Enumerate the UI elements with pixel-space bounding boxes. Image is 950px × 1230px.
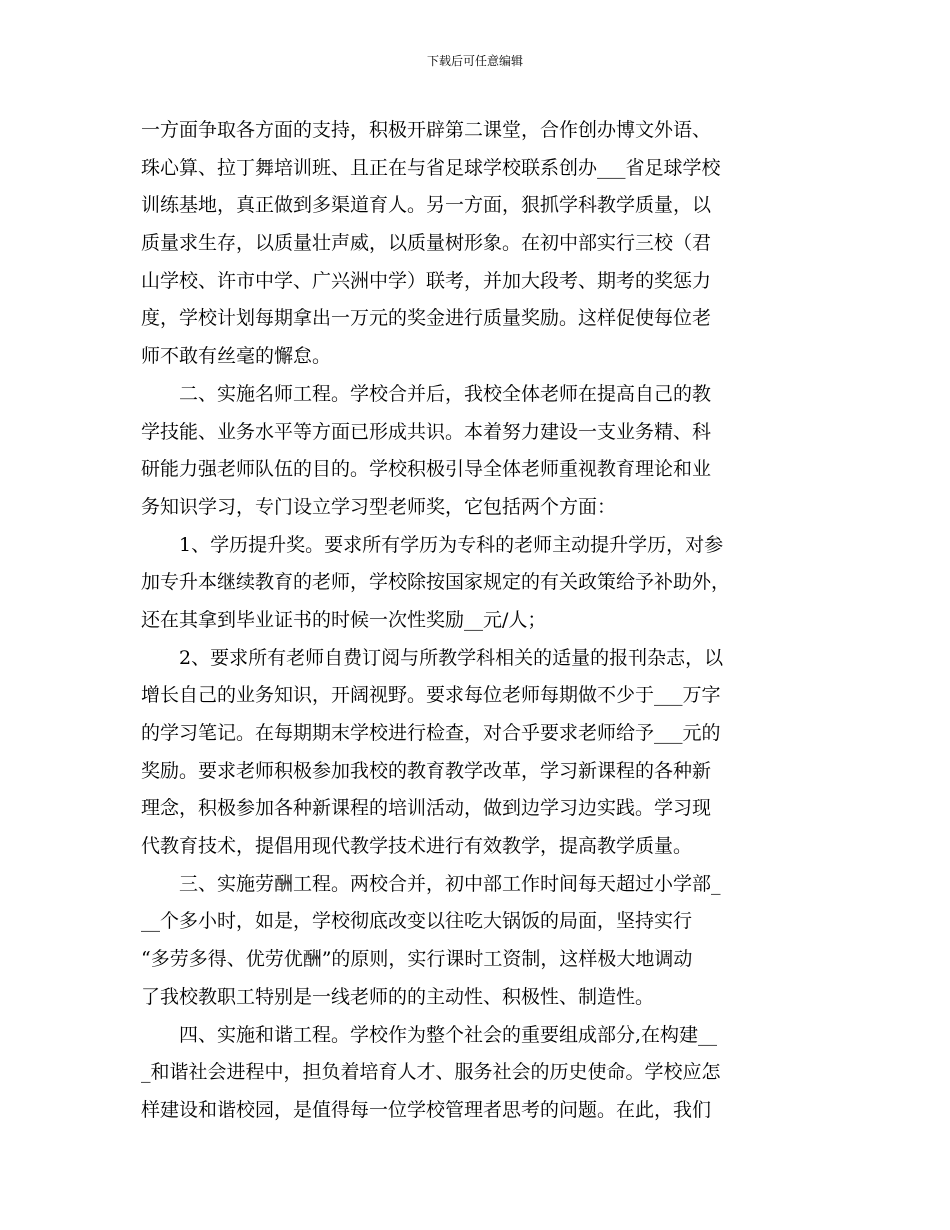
text-line: 珠心算、拉丁舞培训班、且正在与省足球学校联系创办___省足球学校: [141, 156, 721, 179]
text-line: _和谐社会进程中，担负着培育人才、服务社会的历史使命。学校应怎: [141, 1061, 721, 1084]
text-line: 2、要求所有老师自费订阅与所教学科相关的适量的报刊杂志，以: [179, 646, 724, 669]
text-line: 务知识学习，专门设立学习型老师奖，它包括两个方面：: [141, 495, 617, 518]
text-line: __个多小时，如是，学校彻底改变以往吃大锅饭的局面，坚持实行: [141, 910, 693, 933]
text-line: 研能力强老师队伍的目的。学校积极引导全体老师重视教育理论和业: [141, 458, 712, 481]
text-line: 代教育技术，提倡用现代教学技术进行有效教学，提高教学质量。: [141, 835, 693, 858]
text-line: 增长自己的业务知识，开阔视野。要求每位老师每期做不少于___万字: [141, 684, 721, 707]
text-line: 度，学校计划每期拿出一万元的奖金进行质量奖励。这样促使每位老: [141, 307, 712, 330]
text-line: 一方面争取各方面的支持，积极开辟第二课堂，合作创办博文外语、: [141, 119, 712, 141]
text-line: “多劳多得、优劳优酬”的原则，实行课时工资制，这样极大地调动: [141, 948, 693, 971]
text-line: 加专升本继续教育的老师，学校除按国家规定的有关政策给予补助外，: [141, 571, 731, 594]
document-body: [141, 112, 813, 1130]
text-line: 山学校、许市中学、广兴洲中学）联考，并加大段考、期考的奖惩力: [141, 269, 712, 292]
text-line: 还在其拿到毕业证书的时候一次性奖励__元/人；: [141, 608, 547, 631]
text-line: 师不敢有丝毫的懈怠。: [141, 345, 332, 368]
text-line: 的学习笔记。在每期期末学校进行检查，对合乎要求老师给予___元的: [141, 722, 721, 744]
text-line: 二、实施名师工程。学校合并后，我校全体老师在提高自己的教: [179, 382, 712, 405]
text-line: 质量求生存，以质量壮声威，以质量树形象。在初中部实行三校（君: [141, 232, 712, 255]
text-line: 三、实施劳酬工程。两校合并，初中部工作时间每天超过小学部_: [179, 872, 721, 895]
text-line: 理念，积极参加各种新课程的培训活动，做到边学习边实践。学习现: [141, 797, 712, 820]
text-line: 样建设和谐校园，是值得每一位学校管理者思考的问题。在此，我们: [141, 1098, 712, 1121]
text-line: 了我校教职工特别是一线老师的的主动性、积极性、制造性。: [141, 985, 655, 1008]
text-line: 奖励。要求老师积极参加我校的教育教学改革，学习新课程的各种新: [141, 759, 712, 782]
text-line: 1、学历提升奖。要求所有学历为专科的老师主动提升学历，对参: [179, 533, 724, 556]
text-line: 学技能、业务水平等方面已形成共识。本着努力建设一支业务精、科: [141, 420, 712, 443]
page-header: 下载后可任意编辑: [426, 54, 523, 68]
text-line: 四、实施和谐工程。学校作为整个社会的重要组成部分,在构建__: [179, 1023, 718, 1046]
text-line: 训练基地，真正做到多渠道育人。另一方面，狠抓学科教学质量，以: [141, 194, 712, 217]
